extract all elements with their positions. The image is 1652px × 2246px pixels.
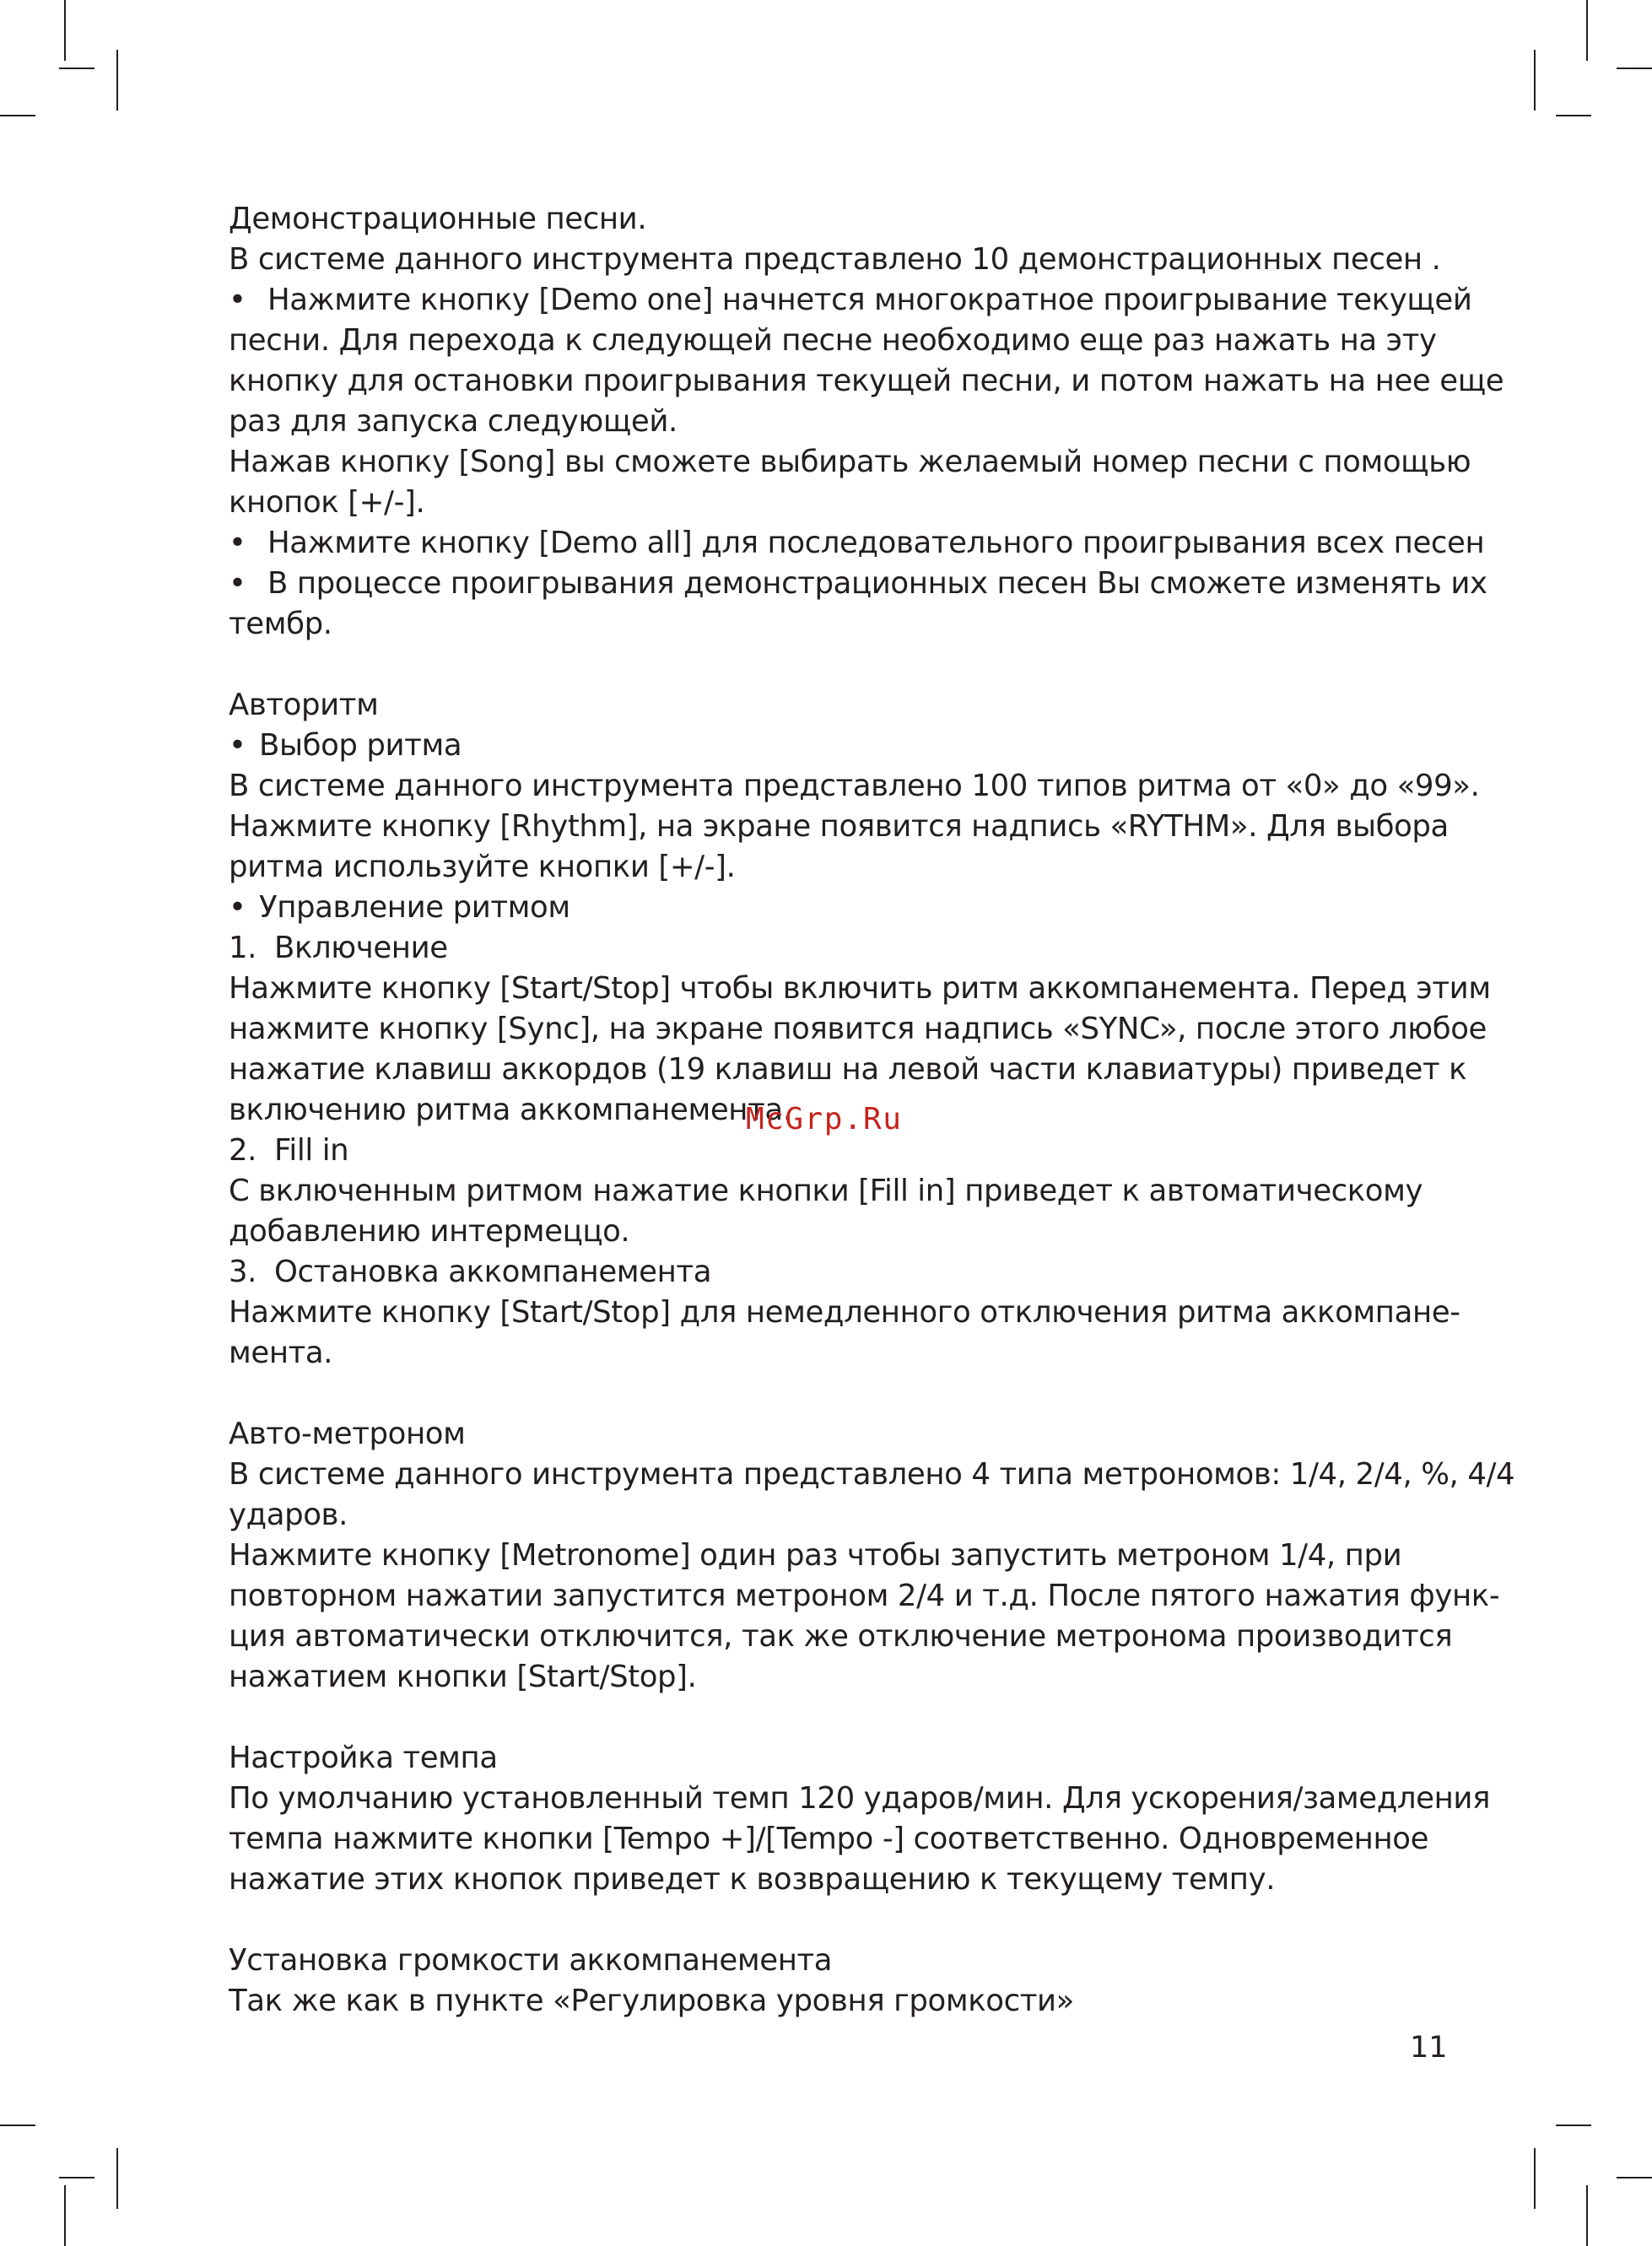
paragraph-line: нажатие этих кнопок приведет к возвращению к текущему темпу. <box>229 1862 1276 1897</box>
spacer <box>229 645 1444 685</box>
paragraph-line: Нажав кнопку [Song] вы сможете выбирать желаемый номер песни с помощью <box>229 445 1471 479</box>
crop-mark <box>116 50 118 111</box>
paragraph-line: В системе данного инструмента представлено 4 типа метрономов: 1/4, 2/4, %, 4/4 <box>229 1457 1515 1492</box>
paragraph-line: раз для запуска следующей. <box>229 404 678 439</box>
numbered-item-text: Включение <box>274 931 448 965</box>
paragraph-line: мента. <box>229 1336 333 1370</box>
bullet: • <box>229 566 246 601</box>
numbered-item <box>229 1131 1444 1171</box>
crop-mark <box>1617 2177 1652 2179</box>
paragraph-line: ударов. <box>229 1498 348 1532</box>
list-item-text: Нажмите кнопку [Demo all] для последовательного проигрывания всех песен <box>267 526 1485 560</box>
bullet: • <box>229 526 246 560</box>
section-title-tempo: Настройка темпа <box>229 1741 498 1775</box>
crop-mark <box>0 115 35 116</box>
crop-mark <box>1586 2185 1588 2246</box>
numbered-item-text: Fill in <box>274 1133 349 1168</box>
paragraph-line: Нажмите кнопку [Metronome] один раз чтобы запустить метроном 1/4, при <box>229 1538 1402 1573</box>
paragraph-line: В системе данного инструмента представлено 100 типов ритма от «0» до «99». <box>229 769 1480 803</box>
crop-mark <box>1556 115 1591 116</box>
list-item <box>229 564 1487 604</box>
spacer <box>229 1698 1444 1738</box>
item-number: 1. <box>229 931 257 965</box>
crop-mark <box>116 2148 118 2209</box>
crop-mark <box>64 0 66 61</box>
section-title-demo: Демонстрационные песни. <box>229 202 647 236</box>
numbered-item-text: Остановка аккомпанемента <box>274 1255 712 1289</box>
paragraph-line: С включенным ритмом нажатие кнопки [Fill in] приведет к автоматическому <box>229 1174 1423 1208</box>
paragraph-line: Нажмите кнопку [Start/Stop] для немедленного отключения ритма аккомпане- <box>229 1295 1460 1330</box>
list-item-text: Нажмите кнопку [Demo one] начнется многократное проигрывание текущей <box>267 283 1472 317</box>
crop-mark <box>1617 67 1652 69</box>
paragraph-line: ритма используйте кнопки [+/-]. <box>229 850 736 884</box>
page-number: 11 <box>1410 2031 1448 2065</box>
paragraph-line: нажатием кнопки [Start/Stop]. <box>229 1660 697 1694</box>
crop-mark <box>59 67 94 69</box>
list-item-text: Выбор ритма <box>259 728 462 763</box>
bullet: • <box>229 283 246 317</box>
list-item <box>229 280 1472 321</box>
list-item <box>229 888 1444 928</box>
paragraph-line: По умолчанию установленный темп 120 ударов/мин. Для ускорения/замедления <box>229 1781 1491 1816</box>
crop-mark <box>0 2125 35 2126</box>
crop-mark <box>1534 2148 1536 2209</box>
list-item <box>229 523 1485 564</box>
paragraph-line: нажмите кнопку [Sync], на экране появится надпись «SYNC», после этого любое <box>229 1012 1487 1046</box>
section-title-rhythm: Авторитм <box>229 688 379 722</box>
crop-mark <box>64 2185 66 2246</box>
paragraph-line: тембр. <box>229 607 332 641</box>
spacer <box>229 1900 1444 1941</box>
list-item-text: Управление ритмом <box>259 890 570 925</box>
crop-mark <box>1586 0 1588 61</box>
crop-mark <box>1556 2125 1591 2126</box>
item-number: 3. <box>229 1255 257 1289</box>
list-item-text: В процессе проигрывания демонстрационных песен Вы сможете изменять их <box>267 566 1487 601</box>
crop-mark <box>1534 50 1536 111</box>
list-item <box>229 726 1444 766</box>
paragraph-line: повторном нажатии запустится метроном 2/4 и т.д. После пятого нажатия функ- <box>229 1579 1500 1613</box>
item-number: 2. <box>229 1133 257 1168</box>
spacer <box>229 1374 1444 1414</box>
paragraph-line: добавлению интермеццо. <box>229 1214 630 1249</box>
section-title-metronome: Авто-метроном <box>229 1417 466 1451</box>
bullet: • <box>229 728 246 763</box>
paragraph-line: Нажмите кнопку [Rhythm], на экране появится надпись «RYTHM». Для выбора <box>229 809 1449 844</box>
paragraph-line: кнопок [+/-]. <box>229 485 425 520</box>
paragraph-line: нажатие клавиш аккордов (19 клавиш на левой части клавиатуры) приведет к <box>229 1052 1467 1087</box>
watermark: McGrp.Ru <box>746 1102 903 1136</box>
numbered-item <box>229 928 1444 969</box>
bullet: • <box>229 890 246 925</box>
paragraph-line: В системе данного инструмента представлено 10 демонстрационных песен . <box>229 242 1441 277</box>
paragraph-line: ция автоматически отключится, так же отключение метронома производится <box>229 1619 1453 1654</box>
section-title-volume: Установка громкости аккомпанемента <box>229 1943 833 1978</box>
paragraph-line: Так же как в пункте «Регулировка уровня громкости» <box>229 1984 1074 2018</box>
paragraph-line: Нажмите кнопку [Start/Stop] чтобы включить ритм аккомпанемента. Перед этим <box>229 971 1491 1006</box>
paragraph-line: кнопку для остановки проигрывания текущей песни, и потом нажать на нее еще <box>229 364 1504 398</box>
numbered-item <box>229 1252 1444 1293</box>
paragraph-line: включению ритма аккомпанемента. <box>229 1093 792 1127</box>
paragraph-line: темпа нажмите кнопки [Tempo +]/[Tempo -] соответственно. Одновременное <box>229 1822 1429 1856</box>
paragraph-line: песни. Для перехода к следующей песне необходимо еще раз нажать на эту <box>229 323 1437 358</box>
crop-mark <box>59 2177 94 2179</box>
